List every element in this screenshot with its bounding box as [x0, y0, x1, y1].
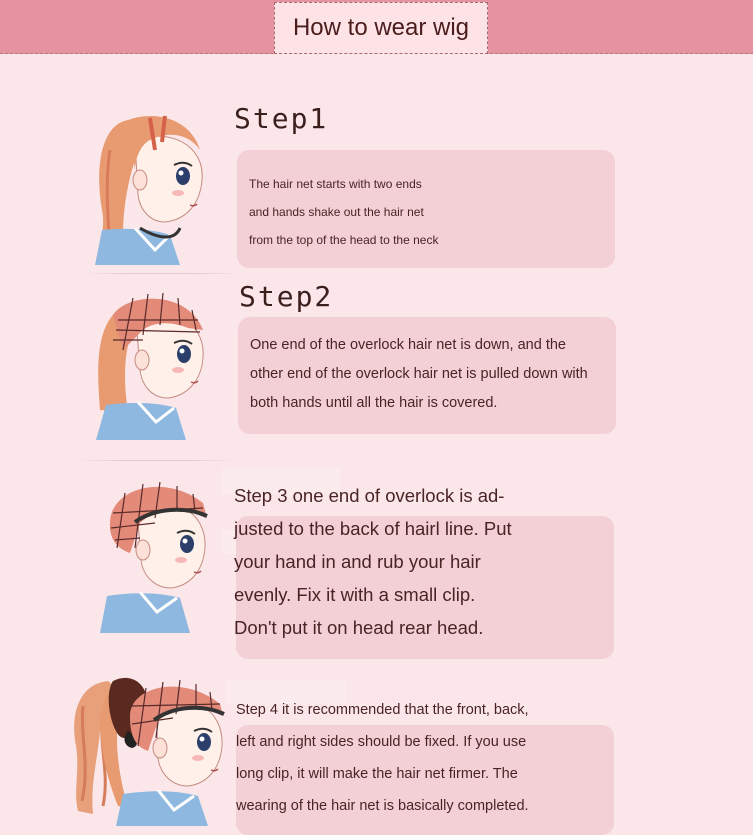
- step-1-line: from the top of the head to the neck: [249, 233, 439, 247]
- step-4-line: Step 4 it is recommended that the front, back,: [236, 702, 529, 718]
- step-3-line: evenly. Fix it with a small clip.: [234, 584, 476, 605]
- step-4-text: [236, 694, 529, 822]
- step-2-heading: Step2: [239, 280, 334, 313]
- step-1-line: and hands shake out the hair net: [249, 205, 424, 219]
- page-title: How to wear wig: [274, 2, 488, 54]
- girl-net-cap-illustration: [95, 478, 220, 633]
- girl-hair-net-illustration: [88, 290, 218, 440]
- divider: [76, 460, 236, 461]
- step-2-line: both hands until all the hair is covered.: [250, 395, 498, 411]
- divider: [82, 273, 242, 274]
- step-1-heading: Step1: [234, 102, 329, 135]
- step-3-text: [234, 479, 512, 644]
- girl-hair-loose-illustration: [80, 110, 220, 265]
- step-3-line: justed to the back of hairl line. Put: [234, 518, 512, 539]
- step-1-line: The hair net starts with two ends: [249, 177, 422, 191]
- step-2-line: other end of the overlock hair net is pulled down with: [250, 366, 588, 382]
- step-4-line: wearing of the hair net is basically completed.: [236, 798, 529, 814]
- step-3-line: your hand in and rub your hair: [234, 551, 481, 572]
- step-3-line: Don't put it on head rear head.: [234, 617, 484, 638]
- step-2-line: One end of the overlock hair net is down, and the: [250, 337, 566, 353]
- step-3-line: Step 3 one end of overlock is ad-: [234, 485, 505, 506]
- step-4-line: left and right sides should be fixed. If you use: [236, 734, 527, 750]
- step-1-text: [249, 170, 438, 254]
- girl-ponytail-net-illustration: [68, 676, 228, 826]
- step-4-line: long clip, it will make the hair net firmer. The: [236, 766, 518, 782]
- step-2-text: [250, 331, 588, 418]
